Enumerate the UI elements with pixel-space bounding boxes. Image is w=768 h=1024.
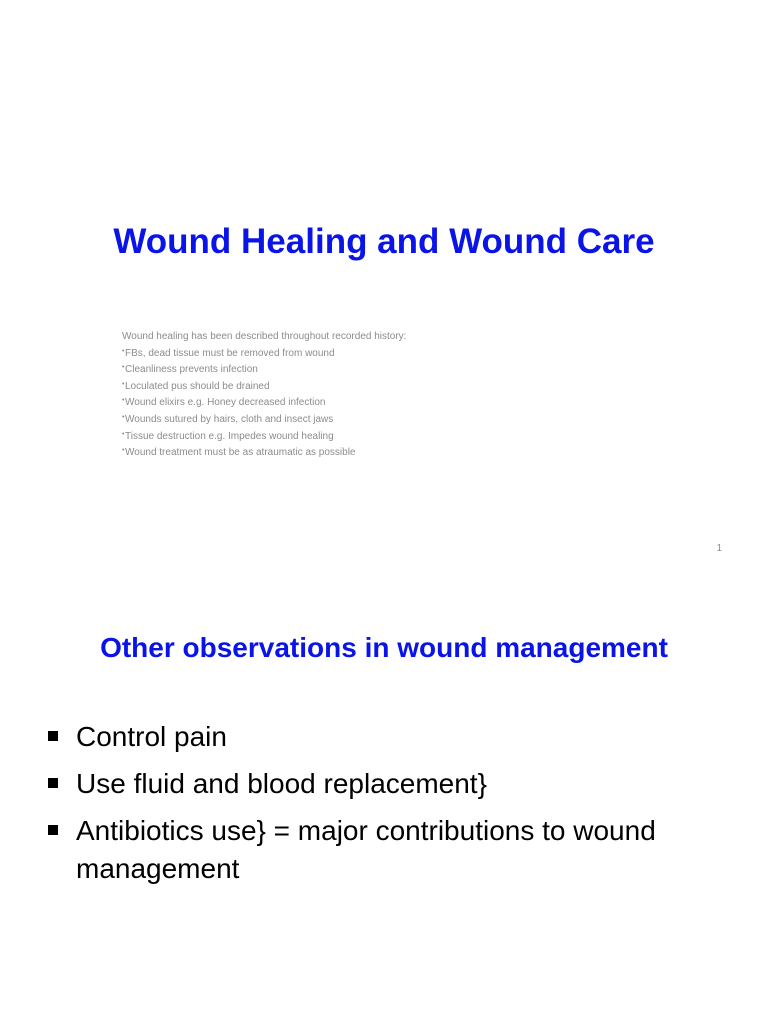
slide-1-title: Wound Healing and Wound Care: [113, 222, 655, 261]
list-item: [122, 429, 522, 446]
note-text: FBs, dead tissue must be removed from wound: [125, 347, 335, 359]
square-bullet-icon: [48, 778, 58, 788]
square-bullet-icon: [48, 731, 58, 741]
bullet-text: Control pain: [76, 721, 227, 752]
square-bullet-icon: [48, 825, 58, 835]
note-text: Wounds sutured by hairs, cloth and insect jaws: [125, 413, 334, 425]
note-text: Cleanliness prevents infection: [125, 364, 258, 376]
bullet-mark-icon: •: [122, 380, 125, 388]
note-text: Wound treatment must be as atraumatic as possible: [125, 447, 356, 459]
slide-2: [0, 576, 768, 1024]
list-item: [46, 812, 726, 888]
bullet-mark-icon: •: [122, 430, 125, 438]
bullet-mark-icon: •: [122, 413, 125, 421]
bullet-mark-icon: •: [122, 347, 125, 355]
bullet-mark-icon: •: [122, 447, 125, 455]
notes-list: [122, 346, 522, 462]
list-item: [122, 445, 522, 462]
bullet-mark-icon: •: [122, 364, 125, 372]
list-item: [46, 718, 726, 756]
list-item: [122, 379, 522, 396]
page-number: 1: [716, 543, 722, 554]
note-text: Tissue destruction e.g. Impedes wound healing: [125, 430, 334, 442]
note-text: Loculated pus should be drained: [125, 380, 270, 392]
list-item: [46, 765, 726, 803]
list-item: [122, 362, 522, 379]
list-item: [122, 346, 522, 363]
notes-intro: Wound healing has been described throughout recorded history:: [122, 331, 407, 342]
slide-2-title: Other observations in wound management: [100, 632, 668, 663]
history-notes: [122, 329, 522, 462]
list-item: [122, 395, 522, 412]
bullet-text: Antibiotics use} = major contributions to wound management: [76, 815, 656, 884]
note-text: Wound elixirs e.g. Honey decreased infection: [125, 397, 326, 409]
bullet-text: Use fluid and blood replacement}: [76, 768, 487, 799]
bullet-mark-icon: •: [122, 397, 125, 405]
list-item: [122, 412, 522, 429]
bullet-list: [46, 718, 726, 897]
